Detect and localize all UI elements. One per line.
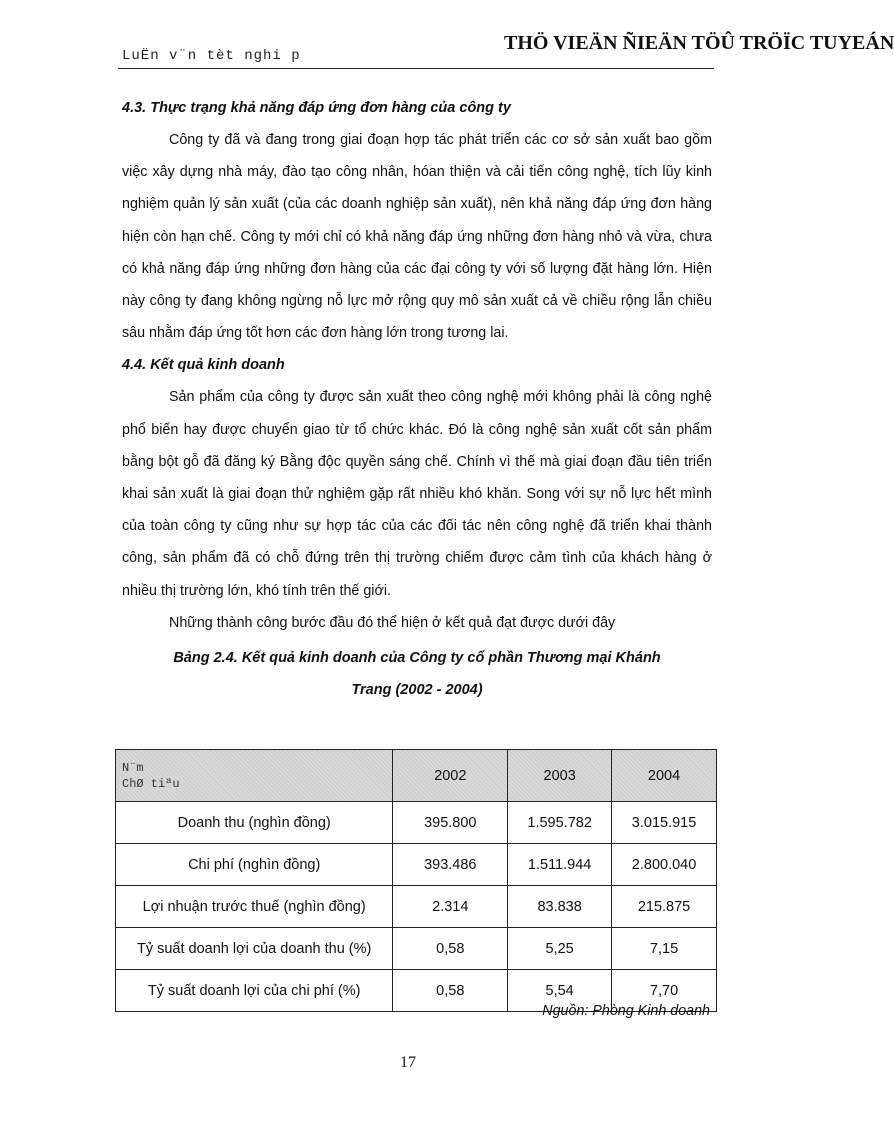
corner-label-year: N¨m (122, 760, 144, 775)
row-label: Doanh thu (nghìn đồng) (116, 802, 393, 844)
table-cell: 5,54 (508, 970, 612, 1012)
table-caption-line-2: Trang (2002 - 2004) (351, 682, 483, 699)
year-header-2004: 2004 (612, 750, 717, 802)
table-cell: 1.595.782 (508, 802, 612, 844)
section-heading-4-4: 4.4. Kết quả kinh doanh (122, 357, 285, 374)
table-row (116, 844, 717, 886)
table-cell: 395.800 (393, 802, 508, 844)
header-document-title: LuËn v¨n tèt nghi p (122, 48, 301, 64)
row-label: Tỷ suất doanh lợi của doanh thu (%) (116, 928, 393, 970)
section-heading-4-3: 4.3. Thực trạng khả năng đáp ứng đơn hàng của công ty (122, 100, 511, 116)
table-cell: 0,58 (393, 928, 508, 970)
table-cell: 2.314 (393, 886, 508, 928)
section-4-4-paragraph-1: Sản phẩm của công ty được sản xuất theo công nghệ mới không phải là công nghệ phổ biến hay được chuyển giao từ tổ chức khác. Đó là công nghệ sản xuất cốt sản phẩm bằng bột gỗ đã đăng ký Bằng độc quyền sáng chế. Chính vì thế mà giai đoạn đầu tiên triển khai sản xuất là giai đoạn thử nghiệm gặp rất nhiều khó khăn. Song với sự nỗ lực hết mình của toàn công ty cũng như sự hợp tác của các đối tác nên công nghệ đã triển khai thành công, sản phẩm đã có chỗ đứng trên thị trường chiếm được cảm tình của khách hàng ở nhiều thị trường lớn, khó tính trên thế giới. (122, 389, 712, 599)
header-divider (118, 68, 714, 69)
table-cell: 1.511.944 (508, 844, 612, 886)
table-header-row (116, 750, 717, 802)
header-library-banner: THÖ VIEÄN ÑIEÄN TÖÛ TRÖÏC TUYEÁN (504, 32, 894, 54)
page-number: 17 (400, 1054, 416, 1071)
row-label: Tỷ suất doanh lợi của chi phí (%) (116, 970, 393, 1012)
year-header-2002: 2002 (393, 750, 508, 802)
table-cell: 215.875 (612, 886, 717, 928)
table-cell: 7,70 (612, 970, 717, 1012)
table-caption (117, 642, 717, 706)
table-source-note: Nguồn: Phòng Kinh doanh (542, 1003, 710, 1019)
corner-label-indicator: ChØ tiªu (122, 776, 180, 791)
table-corner-cell (116, 750, 393, 802)
table-row (116, 928, 717, 970)
table-row (116, 886, 717, 928)
table-cell: 83.838 (508, 886, 612, 928)
row-label: Chi phí (nghìn đồng) (116, 844, 393, 886)
section-4-3-paragraph: Công ty đã và đang trong giai đoạn hợp tác phát triển các cơ sở sản xuất bao gồm việc xây dựng nhà máy, đào tạo công nhân, hóan thiện và cải tiến công nghệ, tích lũy kinh nghiệm quản lý sản xuất (của các doanh nghiệp sản xuất), nên khả năng đáp ứng đơn hàng hiện còn hạn chế. Công ty mới chỉ có khả năng đáp ứng những đơn hàng nhỏ và vừa, chưa có khả năng đáp ứng những đơn hàng của các đại công ty với số lượng đặt hàng lớn. Hiện này công ty đang không ngừng nỗ lực mở rộng quy mô sản xuất cả về chiều rộng lẫn chiều sâu nhằm đáp ứng tốt hơn các đơn hàng lớn trong tương lai. (122, 132, 712, 342)
page-body (122, 92, 712, 706)
table-cell: 7,15 (612, 928, 717, 970)
section-4-4-paragraph-2: Những thành công bước đầu đó thể hiện ở kết quả đạt được dưới đây (169, 614, 616, 631)
table-cell: 2.800.040 (612, 844, 717, 886)
table-row (116, 802, 717, 844)
table-cell: 393.486 (393, 844, 508, 886)
table-cell: 5,25 (508, 928, 612, 970)
table-caption-line-1: Bảng 2.4. Kết quả kinh doanh của Công ty cổ phần Thương mại Khánh (173, 650, 661, 667)
table-cell: 0,58 (393, 970, 508, 1012)
table-cell: 3.015.915 (612, 802, 717, 844)
business-results-table (115, 749, 717, 1012)
year-header-2003: 2003 (508, 750, 612, 802)
row-label: Lợi nhuận trước thuế (nghìn đồng) (116, 886, 393, 928)
